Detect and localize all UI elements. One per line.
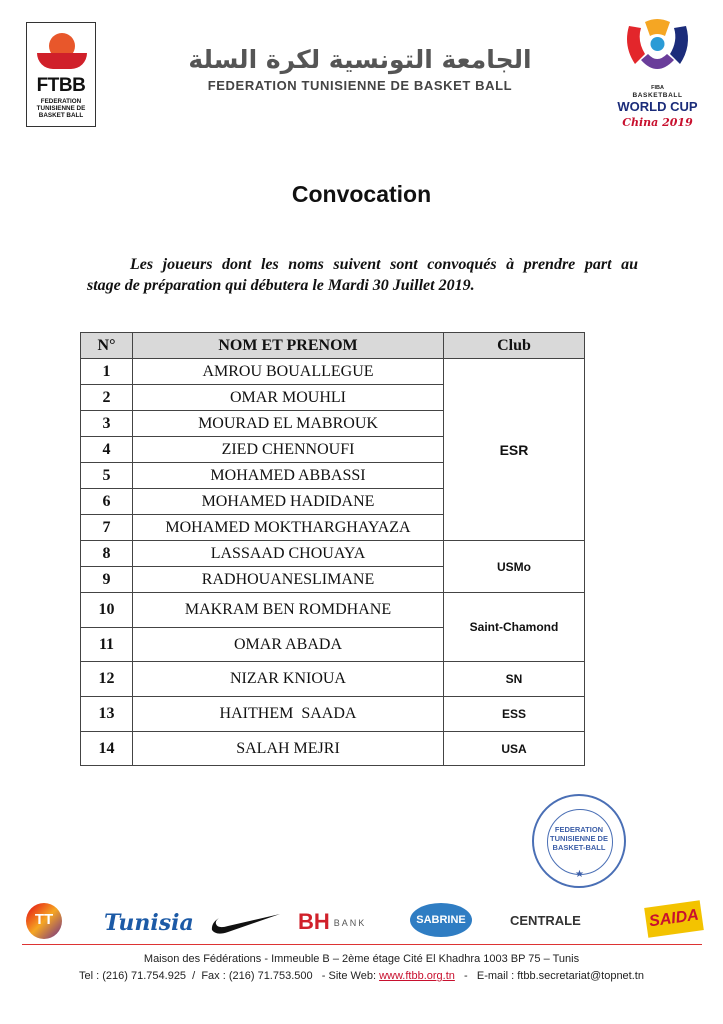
row-number: 5 <box>81 463 133 489</box>
roster-table <box>80 332 585 766</box>
china-2019-text: China 2019 <box>622 116 693 129</box>
row-number: 10 <box>81 593 133 628</box>
row-number: 14 <box>81 732 133 766</box>
row-number: 6 <box>81 489 133 515</box>
footer-contact <box>0 970 723 982</box>
row-number: 7 <box>81 515 133 541</box>
table-header-row <box>81 333 585 359</box>
row-name: MOHAMED HADIDANE <box>133 489 444 515</box>
row-number: 8 <box>81 541 133 567</box>
federation-name-arabic: الجامعة التونسية لكرة السلة <box>188 45 532 74</box>
footer-address: Maison des Fédérations - Immeuble B – 2ème étage Cité El Khadhra 1003 BP 75 – Tunis <box>143 953 580 965</box>
basketball-text: BASKETBALL <box>632 92 683 99</box>
row-number: 2 <box>81 385 133 411</box>
intro-line-1: Les joueurs dont les noms suivent sont convoqués à prendre part au <box>130 256 638 273</box>
nike-swoosh-icon <box>210 910 282 936</box>
bh-bank-text: BANK <box>333 918 367 929</box>
ftbb-logo-subtitle: FEDERATION TUNISIENNE DE BASKET BALL <box>36 98 86 119</box>
row-name: MOHAMED ABBASSI <box>133 463 444 489</box>
bh-bank-logo <box>298 909 366 935</box>
club-cell: ESS <box>444 697 585 732</box>
stamp-text <box>534 825 624 852</box>
club-cell: SN <box>444 662 585 697</box>
intro-paragraph <box>87 254 638 296</box>
stamp-line-3: BASKET-BALL <box>552 843 606 852</box>
table-row <box>81 541 585 567</box>
table-row <box>81 662 585 697</box>
row-name: SALAH MEJRI <box>133 732 444 766</box>
row-number: 3 <box>81 411 133 437</box>
world-cup-logo <box>615 16 700 134</box>
row-name: LASSAAD CHOUAYA <box>133 541 444 567</box>
hands-icon <box>37 53 87 69</box>
fiba-text: FIBA <box>651 85 664 91</box>
table-row <box>81 359 585 385</box>
row-name: NIZAR KNIOUA <box>133 662 444 697</box>
contact-phone-fax: Tel : (216) 71.754.925 / Fax : (216) 71.753.500 - Site Web: <box>79 970 380 982</box>
intro-line-2: stage de préparation qui débutera le Mardi 30 Juillet 2019. <box>87 277 475 294</box>
tunisia-logo: Tunisia <box>104 910 194 936</box>
ftbb-logo <box>26 22 96 127</box>
world-cup-emblem-icon <box>615 16 700 84</box>
federation-stamp <box>532 794 626 888</box>
club-cell: USA <box>444 732 585 766</box>
row-number: 13 <box>81 697 133 732</box>
row-name: ZIED CHENNOUFI <box>133 437 444 463</box>
star-icon: ★ <box>575 869 584 880</box>
row-number: 11 <box>81 628 133 662</box>
row-name: MAKRAM BEN ROMDHANE <box>133 593 444 628</box>
footer-divider <box>22 944 702 945</box>
row-name: MOURAD EL MABROUK <box>133 411 444 437</box>
ftbb-logo-abbr: FTBB <box>36 75 86 96</box>
row-name: MOHAMED MOKTHARGHAYAZA <box>133 515 444 541</box>
table-row <box>81 732 585 766</box>
bh-logo-text: BH <box>298 909 330 934</box>
header-name: NOM ET PRENOM <box>133 333 444 359</box>
table-row <box>81 593 585 628</box>
saida-logo: SAIDA <box>644 900 704 938</box>
row-name: OMAR ABADA <box>133 628 444 662</box>
universite-centrale-logo: CENTRALE <box>510 913 581 928</box>
table-row <box>81 697 585 732</box>
row-number: 9 <box>81 567 133 593</box>
website-link[interactable]: www.ftbb.org.tn <box>379 970 455 982</box>
tunisie-telecom-logo: TT <box>26 903 62 939</box>
row-number: 12 <box>81 662 133 697</box>
club-cell: Saint-Chamond <box>444 593 585 662</box>
club-cell: ESR <box>444 359 585 541</box>
stamp-line-2: TUNISIENNE DE <box>550 834 608 843</box>
header-number: N° <box>81 333 133 359</box>
federation-name-french: FEDERATION TUNISIENNE DE BASKET BALL <box>207 78 513 93</box>
row-name: HAITHEM SAADA <box>133 697 444 732</box>
header-club: Club <box>444 333 585 359</box>
row-name: AMROU BOUALLEGUE <box>133 359 444 385</box>
page-title: Convocation <box>291 181 432 207</box>
world-cup-text: WORLD CUP <box>617 99 698 114</box>
club-cell: USMo <box>444 541 585 593</box>
row-number: 4 <box>81 437 133 463</box>
sabrine-logo: SABRINE <box>410 903 472 937</box>
row-name: OMAR MOUHLI <box>133 385 444 411</box>
row-number: 1 <box>81 359 133 385</box>
stamp-line-1: FEDERATION <box>554 825 604 834</box>
row-name: RADHOUANESLIMANE <box>133 567 444 593</box>
contact-email: - E-mail : ftbb.secretariat@topnet.tn <box>454 970 644 982</box>
